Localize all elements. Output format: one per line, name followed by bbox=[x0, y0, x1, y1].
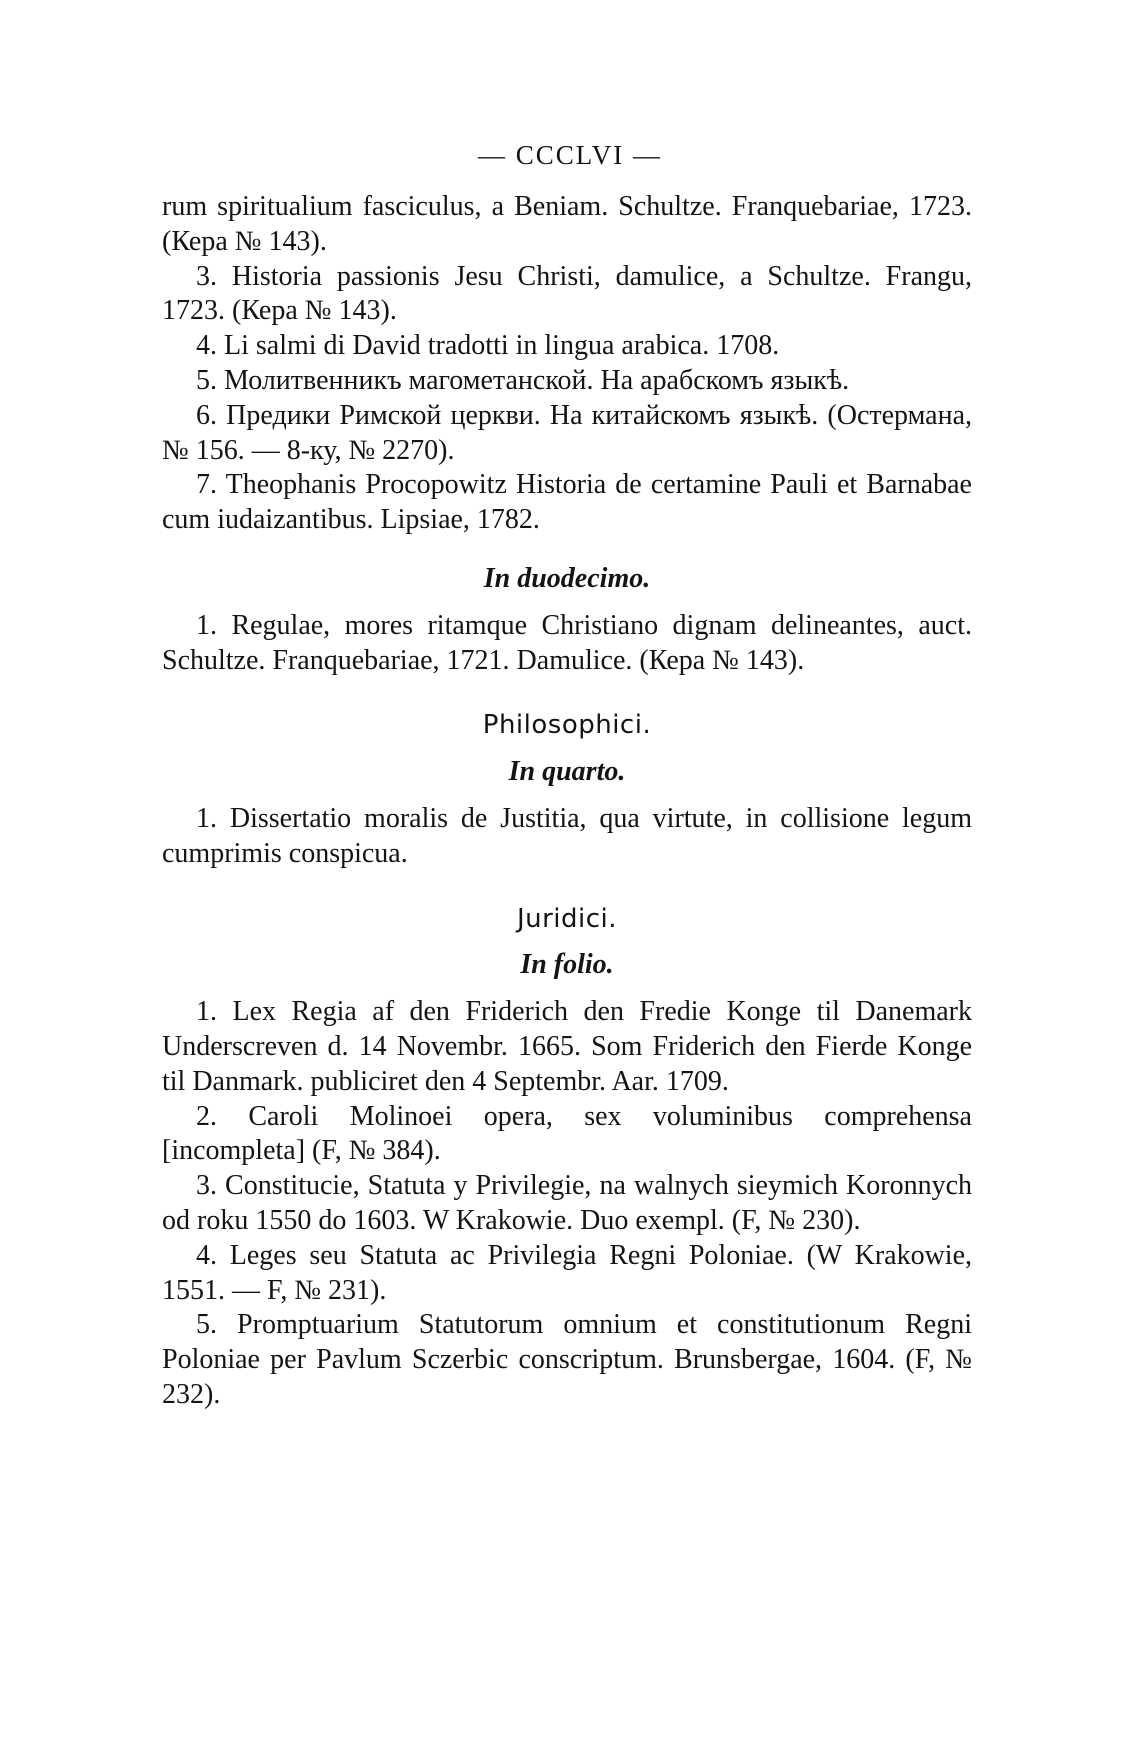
text-column bbox=[162, 190, 972, 1413]
catalog-entry: 2. Caroli Molinoei opera, sex voluminibus comprehensa [incompleta] (F, № 384). bbox=[162, 1100, 972, 1167]
section-heading: Juridici. bbox=[516, 903, 618, 934]
catalog-entry: rum spiritualium fasciculus, a Beniam. Schultze. Franquebariae, 1723. (Кера № 143). bbox=[162, 191, 972, 257]
catalog-entry: 1. Lex Regia af den Friderich den Fredie Konge til Danemark Underscreven d. 14 Novembr. 1665. Som Friderich den Fierde Konge til Danmark. publiciret den 4 Septembr. Aar. 1709. bbox=[162, 996, 972, 1097]
format-subheading: In duodecimo. bbox=[483, 562, 651, 594]
spacer bbox=[162, 983, 972, 995]
format-subheading: In quarto. bbox=[508, 756, 626, 788]
catalog-entry: 4. Li salmi di David tradotti in lingua arabica. 1708. bbox=[196, 330, 780, 362]
catalog-entry: 1. Regulae, mores ritamque Christiano dignam delineantes, auct. Schultze. Franquebariae, 1721. Damulice. (Кера № 143). bbox=[162, 609, 972, 676]
section-heading: Philosophici. bbox=[482, 710, 652, 741]
catalog-entry: 1. Dissertatio moralis de Justitia, qua virtute, in collisione legum cumprimis conspicua. bbox=[162, 802, 972, 869]
page-number-header: — CCCLVI — bbox=[477, 140, 663, 170]
catalog-entry: 5. Promptuarium Statutorum omnium et constitutionum Regni Poloniae per Pavlum Sczerbic conscriptum. Brunsbergae, 1604. (F, № 232). bbox=[162, 1309, 972, 1410]
spacer bbox=[162, 872, 972, 902]
spacer bbox=[162, 597, 972, 609]
catalog-entry: 4. Leges seu Statuta ac Privilegia Regni Poloniae. (W Krakowie, 1551. — F, № 231). bbox=[162, 1239, 972, 1306]
spacer bbox=[162, 790, 972, 802]
catalog-entry: 3. Constitucie, Statuta y Privilegie, na walnych sieymich Koronnych od roku 1550 do 1603. W Krakowie. Duo exempl. (F, № 230). bbox=[162, 1170, 972, 1236]
spacer bbox=[162, 936, 972, 948]
catalog-entry: 3. Historia passionis Jesu Christi, damulice, a Schultze. Frangu, 1723. (Кера № 143). bbox=[162, 260, 972, 327]
catalog-entry: 6. Предики Римской церкви. На китайскомъ языкѣ. (Остермана, № 156. — 8-ку, № 2270). bbox=[162, 399, 972, 466]
spacer bbox=[162, 743, 972, 755]
spacer bbox=[162, 538, 972, 562]
spacer bbox=[162, 678, 972, 708]
catalog-entry: 7. Theophanis Procopowitz Historia de certamine Pauli et Barnabae cum iudaizantibus. Lipsiae, 1782. bbox=[162, 469, 972, 536]
catalog-entry: 5. Молитвенникъ магометанской. На арабскомъ языкѣ. bbox=[196, 364, 850, 396]
format-subheading: In folio. bbox=[520, 949, 614, 981]
